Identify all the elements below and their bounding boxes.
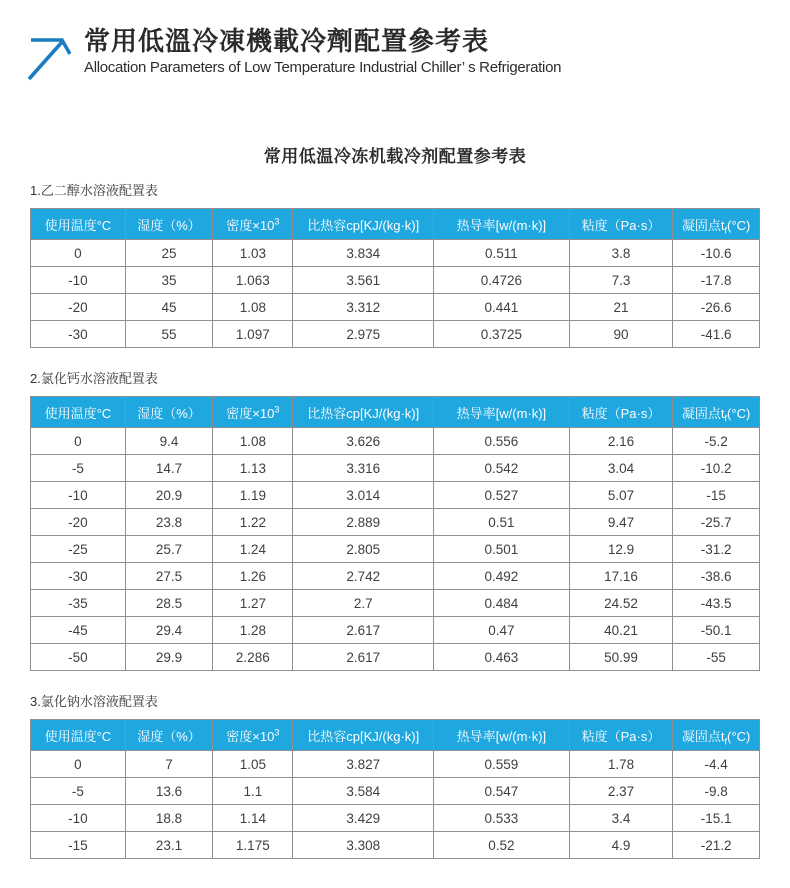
table-cell: 20.9 bbox=[125, 482, 212, 509]
column-header: 湿度（%） bbox=[125, 720, 212, 751]
column-header: 密度$\times 10^3$ bbox=[213, 209, 293, 240]
table-row bbox=[31, 509, 760, 536]
table-cell: 3.561 bbox=[293, 267, 434, 294]
table-cell: 0 bbox=[31, 240, 126, 267]
table-cell: 14.7 bbox=[125, 455, 212, 482]
table-cell: 50.99 bbox=[569, 644, 673, 671]
table-cell: 0.559 bbox=[434, 751, 570, 778]
table-cell: 3.429 bbox=[293, 805, 434, 832]
table-cell: 2.16 bbox=[569, 428, 673, 455]
column-header: 凝固点$t_f(^\circ C)$ bbox=[673, 209, 760, 240]
table-cell: 0 bbox=[31, 751, 126, 778]
table-cell: 1.175 bbox=[213, 832, 293, 859]
column-header: 湿度（%） bbox=[125, 209, 212, 240]
table-cell: -17.8 bbox=[673, 267, 760, 294]
section-label-ethylene-glycol: 1.乙二醇水溶液配置表 bbox=[30, 183, 158, 198]
table-row bbox=[31, 751, 760, 778]
table-cell: 13.6 bbox=[125, 778, 212, 805]
table-cell: 55 bbox=[125, 321, 212, 348]
table-cell: 2.617 bbox=[293, 644, 434, 671]
table-cell: 7 bbox=[125, 751, 212, 778]
header-row bbox=[31, 209, 760, 240]
table-cell: 0.47 bbox=[434, 617, 570, 644]
table-cell: -38.6 bbox=[673, 563, 760, 590]
section-label-sodium-chloride: 3.氯化钠水溶液配置表 bbox=[30, 694, 158, 709]
table-cell: -10 bbox=[31, 805, 126, 832]
column-header: 粘度（Pa·s） bbox=[569, 397, 673, 428]
table-cell: -41.6 bbox=[673, 321, 760, 348]
table-cell: 0.501 bbox=[434, 536, 570, 563]
table-cell: 0.533 bbox=[434, 805, 570, 832]
table-cell: 3.312 bbox=[293, 294, 434, 321]
brand-subtitle: Allocation Parameters of Low Temperature Industrial Chiller’ s Refrigeration bbox=[84, 58, 562, 76]
table-cell: 3.4 bbox=[569, 805, 673, 832]
table-row bbox=[31, 805, 760, 832]
table-cell: -43.5 bbox=[673, 590, 760, 617]
table-cell: 1.13 bbox=[213, 455, 293, 482]
brand-header bbox=[0, 0, 790, 86]
table-cell: 3.584 bbox=[293, 778, 434, 805]
table-cell: 3.04 bbox=[569, 455, 673, 482]
table-cell: -9.8 bbox=[673, 778, 760, 805]
column-header: 粘度（Pa·s） bbox=[569, 720, 673, 751]
table-cell: -15 bbox=[673, 482, 760, 509]
table-cell: 0.463 bbox=[434, 644, 570, 671]
table-cell: -26.6 bbox=[673, 294, 760, 321]
table-cell: -5 bbox=[31, 778, 126, 805]
table-cell: 1.27 bbox=[213, 590, 293, 617]
table-cell: 0.511 bbox=[434, 240, 570, 267]
table-cell: 1.08 bbox=[213, 428, 293, 455]
table-row bbox=[31, 563, 760, 590]
table-cell: 1.05 bbox=[213, 751, 293, 778]
table-cell: 1.24 bbox=[213, 536, 293, 563]
table-cell: 1.1 bbox=[213, 778, 293, 805]
table-cell: 25 bbox=[125, 240, 212, 267]
table-cell: 3.626 bbox=[293, 428, 434, 455]
table-cell: -10 bbox=[31, 267, 126, 294]
table-cell: 0.527 bbox=[434, 482, 570, 509]
table-row bbox=[31, 267, 760, 294]
table-cell: 23.1 bbox=[125, 832, 212, 859]
table-cell: -30 bbox=[31, 321, 126, 348]
table-cell: 0.51 bbox=[434, 509, 570, 536]
table-row bbox=[31, 536, 760, 563]
sodium-chloride-table bbox=[30, 719, 760, 859]
table-cell: 18.8 bbox=[125, 805, 212, 832]
table-cell: 3.308 bbox=[293, 832, 434, 859]
table-cell: -10 bbox=[31, 482, 126, 509]
column-header: 使用温度°C bbox=[31, 397, 126, 428]
table-cell: 25.7 bbox=[125, 536, 212, 563]
table-cell: 1.03 bbox=[213, 240, 293, 267]
column-header: 热导率[w/(m·k)] bbox=[434, 397, 570, 428]
table-cell: 1.14 bbox=[213, 805, 293, 832]
table-cell: 90 bbox=[569, 321, 673, 348]
table-cell: 2.617 bbox=[293, 617, 434, 644]
table-cell: 29.4 bbox=[125, 617, 212, 644]
table-cell: 0.492 bbox=[434, 563, 570, 590]
arrow-up-right-icon bbox=[25, 29, 71, 86]
column-header: 凝固点$t_f(^\circ C)$ bbox=[673, 720, 760, 751]
table-cell: 3.8 bbox=[569, 240, 673, 267]
table-cell: 4.9 bbox=[569, 832, 673, 859]
table-cell: -21.2 bbox=[673, 832, 760, 859]
column-header: 比热容cp[KJ/(kg·k)] bbox=[293, 720, 434, 751]
table-cell: 1.08 bbox=[213, 294, 293, 321]
table-cell: -15.1 bbox=[673, 805, 760, 832]
table-cell: 28.5 bbox=[125, 590, 212, 617]
table-cell: 0.52 bbox=[434, 832, 570, 859]
brand-text bbox=[84, 27, 561, 76]
column-header: 凝固点$t_f(^\circ C)$ bbox=[673, 397, 760, 428]
column-header: 热导率[w/(m·k)] bbox=[434, 720, 570, 751]
table-cell: 2.742 bbox=[293, 563, 434, 590]
column-header: 粘度（Pa·s） bbox=[569, 209, 673, 240]
table-cell: 23.8 bbox=[125, 509, 212, 536]
table-cell: 2.7 bbox=[293, 590, 434, 617]
table-row bbox=[31, 617, 760, 644]
table-cell: 2.889 bbox=[293, 509, 434, 536]
table-cell: 40.21 bbox=[569, 617, 673, 644]
table-cell: 1.19 bbox=[213, 482, 293, 509]
table-cell: 3.834 bbox=[293, 240, 434, 267]
table-cell: 9.4 bbox=[125, 428, 212, 455]
page-title: 常用低温冷冻机载冷剂配置参考表 bbox=[263, 147, 527, 166]
table-cell: -10.2 bbox=[673, 455, 760, 482]
table-row bbox=[31, 482, 760, 509]
table-cell: 0.556 bbox=[434, 428, 570, 455]
table-cell: -20 bbox=[31, 509, 126, 536]
table-cell: 0 bbox=[31, 428, 126, 455]
table-cell: 1.26 bbox=[213, 563, 293, 590]
table-cell: 3.316 bbox=[293, 455, 434, 482]
table-cell: 5.07 bbox=[569, 482, 673, 509]
table-cell: -25.7 bbox=[673, 509, 760, 536]
section-label-calcium-chloride: 2.氯化钙水溶液配置表 bbox=[30, 371, 158, 386]
table-cell: 0.547 bbox=[434, 778, 570, 805]
table-cell: 2.286 bbox=[213, 644, 293, 671]
column-header: 密度$\times 10^3$ bbox=[213, 397, 293, 428]
table-cell: -31.2 bbox=[673, 536, 760, 563]
table-cell: 45 bbox=[125, 294, 212, 321]
table-cell: 0.484 bbox=[434, 590, 570, 617]
table-cell: 21 bbox=[569, 294, 673, 321]
table-cell: 35 bbox=[125, 267, 212, 294]
header-row bbox=[31, 397, 760, 428]
table-cell: -20 bbox=[31, 294, 126, 321]
table-cell: 1.78 bbox=[569, 751, 673, 778]
table-cell: 0.4726 bbox=[434, 267, 570, 294]
table-cell: 29.9 bbox=[125, 644, 212, 671]
table-cell: 2.805 bbox=[293, 536, 434, 563]
table-row bbox=[31, 428, 760, 455]
table-cell: 1.063 bbox=[213, 267, 293, 294]
table-cell: 3.014 bbox=[293, 482, 434, 509]
header-row bbox=[31, 720, 760, 751]
table-cell: -50 bbox=[31, 644, 126, 671]
column-header: 比热容cp[KJ/(kg·k)] bbox=[293, 209, 434, 240]
table-cell: 3.827 bbox=[293, 751, 434, 778]
table-cell: -15 bbox=[31, 832, 126, 859]
table-row bbox=[31, 294, 760, 321]
table-cell: -5.2 bbox=[673, 428, 760, 455]
table-cell: -25 bbox=[31, 536, 126, 563]
column-header: 使用温度°C bbox=[31, 209, 126, 240]
ethylene-glycol-table bbox=[30, 208, 760, 348]
column-header: 使用温度°C bbox=[31, 720, 126, 751]
table-row bbox=[31, 321, 760, 348]
column-header: 热导率[w/(m·k)] bbox=[434, 209, 570, 240]
calcium-chloride-table bbox=[30, 396, 760, 671]
table-row bbox=[31, 832, 760, 859]
table-row bbox=[31, 590, 760, 617]
column-header: 湿度（%） bbox=[125, 397, 212, 428]
table-cell: 2.37 bbox=[569, 778, 673, 805]
column-header: 比热容cp[KJ/(kg·k)] bbox=[293, 397, 434, 428]
table-cell: -50.1 bbox=[673, 617, 760, 644]
table-cell: -4.4 bbox=[673, 751, 760, 778]
table-row bbox=[31, 778, 760, 805]
table-cell: -5 bbox=[31, 455, 126, 482]
table-cell: 9.47 bbox=[569, 509, 673, 536]
table-cell: 1.097 bbox=[213, 321, 293, 348]
table-cell: 1.28 bbox=[213, 617, 293, 644]
table-cell: 27.5 bbox=[125, 563, 212, 590]
brand-title: 常用低溫冷凍機載冷劑配置參考表 bbox=[84, 26, 490, 56]
table-row bbox=[31, 240, 760, 267]
table-cell: -10.6 bbox=[673, 240, 760, 267]
table-cell: 0.3725 bbox=[434, 321, 570, 348]
table-cell: 2.975 bbox=[293, 321, 434, 348]
table-cell: -35 bbox=[31, 590, 126, 617]
table-cell: 0.441 bbox=[434, 294, 570, 321]
table-cell: 0.542 bbox=[434, 455, 570, 482]
column-header: 密度$\times 10^3$ bbox=[213, 720, 293, 751]
table-cell: 17.16 bbox=[569, 563, 673, 590]
table-cell: -55 bbox=[673, 644, 760, 671]
table-cell: -45 bbox=[31, 617, 126, 644]
table-cell: 1.22 bbox=[213, 509, 293, 536]
table-row bbox=[31, 455, 760, 482]
table-cell: 7.3 bbox=[569, 267, 673, 294]
table-cell: 24.52 bbox=[569, 590, 673, 617]
table-cell: -30 bbox=[31, 563, 126, 590]
table-row bbox=[31, 644, 760, 671]
table-cell: 12.9 bbox=[569, 536, 673, 563]
